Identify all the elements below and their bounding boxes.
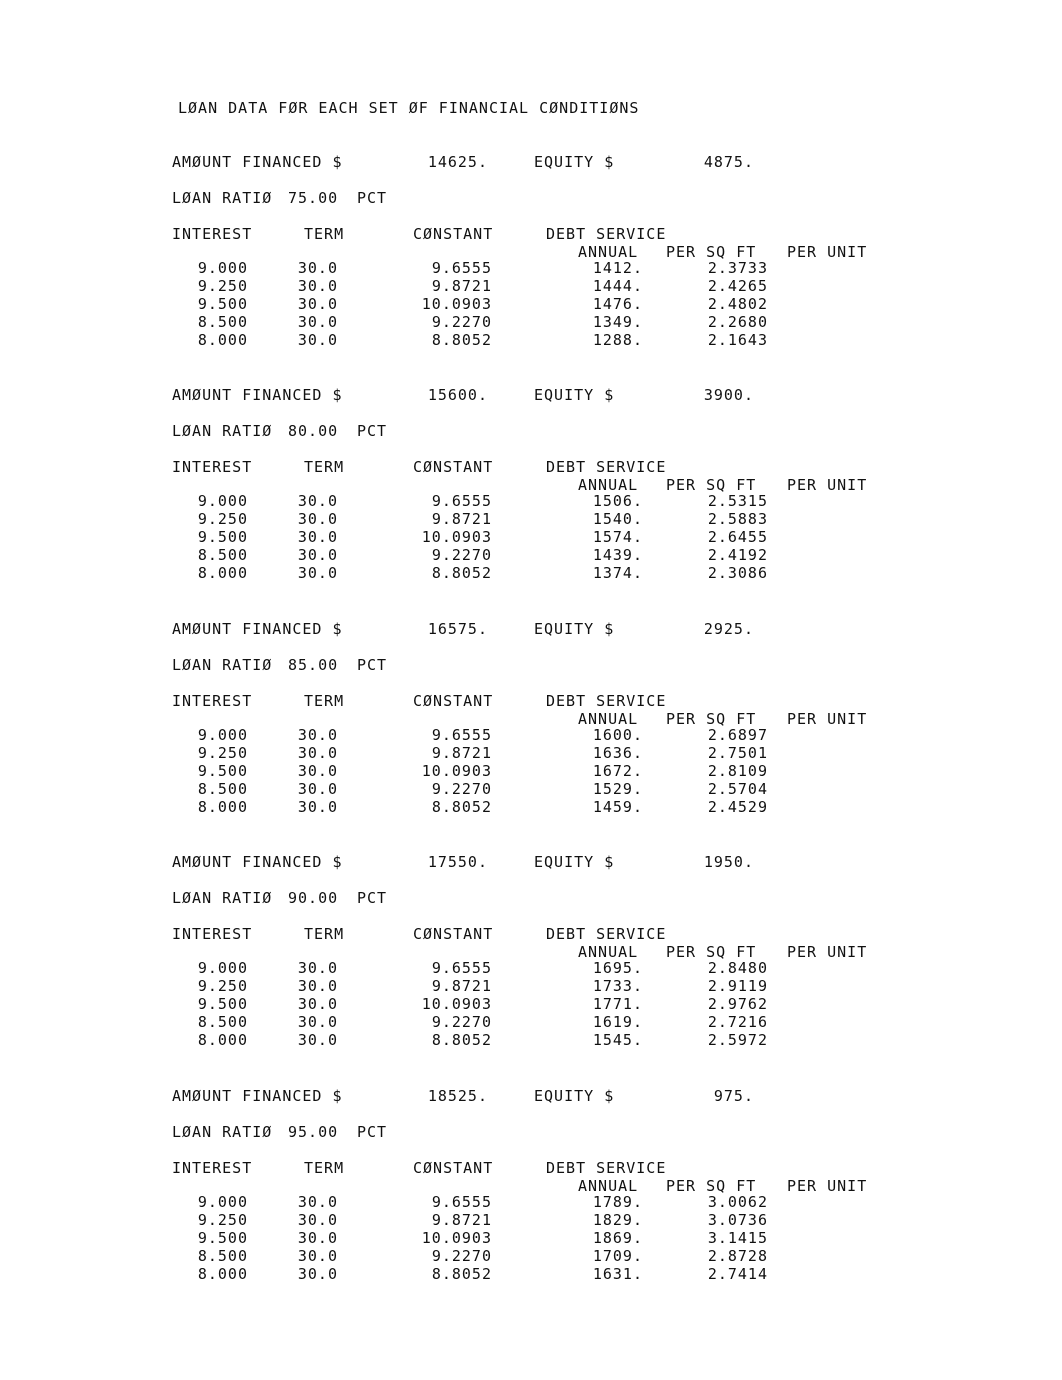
term-value: 30.0 <box>297 726 338 744</box>
interest-header: INTEREST <box>172 458 253 476</box>
loan-ratio-value: 95.00 <box>288 1123 339 1141</box>
per-sq-ft-value: 2.8480 <box>707 959 768 977</box>
loan-ratio-label: LØAN RATIØ <box>172 1123 273 1141</box>
interest-header: INTEREST <box>172 1159 253 1177</box>
equity-value: 3900. <box>703 386 754 404</box>
term-value: 30.0 <box>297 546 338 564</box>
interest-value: 9.250 <box>197 1211 248 1229</box>
constant-value: 9.8721 <box>431 1211 492 1229</box>
per-sq-ft-value: 2.8109 <box>707 762 768 780</box>
interest-value: 9.250 <box>197 977 248 995</box>
interest-value: 9.000 <box>197 259 248 277</box>
per-sq-ft-header: PER SQ FT <box>666 1177 757 1195</box>
constant-value: 9.2270 <box>431 1247 492 1265</box>
annual-value: 1529. <box>592 780 643 798</box>
equity-label: EQUITY $ <box>534 620 615 638</box>
interest-header: INTEREST <box>172 925 253 943</box>
annual-value: 1574. <box>592 528 643 546</box>
annual-value: 1672. <box>592 762 643 780</box>
debt-service-header: DEBT SERVICE <box>546 225 667 243</box>
amount-financed-label: AMØUNT FINANCED $ <box>172 153 343 171</box>
term-value: 30.0 <box>297 762 338 780</box>
per-sq-ft-header: PER SQ FT <box>666 243 757 261</box>
amount-financed-value: 18525. <box>427 1087 488 1105</box>
per-sq-ft-value: 3.0062 <box>707 1193 768 1211</box>
constant-value: 10.0903 <box>421 995 492 1013</box>
interest-value: 8.000 <box>197 331 248 349</box>
loan-ratio-label: LØAN RATIØ <box>172 422 273 440</box>
term-value: 30.0 <box>297 295 338 313</box>
term-value: 30.0 <box>297 277 338 295</box>
constant-value: 8.8052 <box>431 564 492 582</box>
term-value: 30.0 <box>297 564 338 582</box>
amount-financed-label: AMØUNT FINANCED $ <box>172 386 343 404</box>
amount-financed-value: 15600. <box>427 386 488 404</box>
amount-financed-label: AMØUNT FINANCED $ <box>172 620 343 638</box>
per-sq-ft-header: PER SQ FT <box>666 943 757 961</box>
constant-value: 9.6555 <box>431 959 492 977</box>
constant-value: 9.2270 <box>431 780 492 798</box>
per-unit-header: PER UNIT <box>787 1177 868 1195</box>
per-sq-ft-value: 2.8728 <box>707 1247 768 1265</box>
term-value: 30.0 <box>297 259 338 277</box>
constant-header: CØNSTANT <box>413 1159 494 1177</box>
per-sq-ft-value: 2.3733 <box>707 259 768 277</box>
interest-value: 9.250 <box>197 277 248 295</box>
term-value: 30.0 <box>297 1193 338 1211</box>
per-sq-ft-value: 2.1643 <box>707 331 768 349</box>
per-sq-ft-value: 2.7414 <box>707 1265 768 1283</box>
constant-value: 9.2270 <box>431 313 492 331</box>
term-value: 30.0 <box>297 1247 338 1265</box>
annual-value: 1459. <box>592 798 643 816</box>
per-unit-header: PER UNIT <box>787 243 868 261</box>
per-sq-ft-value: 2.9762 <box>707 995 768 1013</box>
per-sq-ft-value: 2.3086 <box>707 564 768 582</box>
per-unit-header: PER UNIT <box>787 476 868 494</box>
constant-value: 9.6555 <box>431 726 492 744</box>
term-value: 30.0 <box>297 1013 338 1031</box>
amount-financed-label: AMØUNT FINANCED $ <box>172 853 343 871</box>
per-sq-ft-value: 2.6897 <box>707 726 768 744</box>
term-value: 30.0 <box>297 977 338 995</box>
annual-value: 1829. <box>592 1211 643 1229</box>
annual-value: 1733. <box>592 977 643 995</box>
annual-value: 1600. <box>592 726 643 744</box>
term-value: 30.0 <box>297 959 338 977</box>
interest-value: 9.000 <box>197 1193 248 1211</box>
loan-ratio-value: 80.00 <box>288 422 339 440</box>
equity-value: 4875. <box>703 153 754 171</box>
annual-value: 1412. <box>592 259 643 277</box>
interest-header: INTEREST <box>172 225 253 243</box>
interest-value: 9.500 <box>197 528 248 546</box>
amount-financed-value: 14625. <box>427 153 488 171</box>
per-sq-ft-value: 2.6455 <box>707 528 768 546</box>
annual-value: 1288. <box>592 331 643 349</box>
annual-value: 1631. <box>592 1265 643 1283</box>
term-value: 30.0 <box>297 1229 338 1247</box>
annual-value: 1349. <box>592 313 643 331</box>
interest-header: INTEREST <box>172 692 253 710</box>
per-sq-ft-value: 2.4802 <box>707 295 768 313</box>
interest-value: 8.000 <box>197 798 248 816</box>
constant-value: 9.8721 <box>431 277 492 295</box>
term-header: TERM <box>304 225 345 243</box>
annual-header: ANNUAL <box>578 943 639 961</box>
interest-value: 9.500 <box>197 762 248 780</box>
per-sq-ft-value: 3.0736 <box>707 1211 768 1229</box>
loan-ratio-pct: PCT <box>357 889 388 907</box>
term-value: 30.0 <box>297 528 338 546</box>
constant-header: CØNSTANT <box>413 225 494 243</box>
interest-value: 8.500 <box>197 780 248 798</box>
loan-ratio-pct: PCT <box>357 189 388 207</box>
annual-value: 1439. <box>592 546 643 564</box>
interest-value: 8.500 <box>197 546 248 564</box>
interest-value: 8.500 <box>197 1013 248 1031</box>
per-sq-ft-value: 3.1415 <box>707 1229 768 1247</box>
loan-ratio-value: 90.00 <box>288 889 339 907</box>
loan-ratio-pct: PCT <box>357 422 388 440</box>
constant-header: CØNSTANT <box>413 692 494 710</box>
equity-value: 975. <box>713 1087 754 1105</box>
constant-value: 9.2270 <box>431 546 492 564</box>
term-value: 30.0 <box>297 331 338 349</box>
interest-value: 9.000 <box>197 959 248 977</box>
annual-value: 1869. <box>592 1229 643 1247</box>
amount-financed-value: 17550. <box>427 853 488 871</box>
term-value: 30.0 <box>297 1031 338 1049</box>
annual-header: ANNUAL <box>578 1177 639 1195</box>
interest-value: 8.500 <box>197 1247 248 1265</box>
annual-value: 1506. <box>592 492 643 510</box>
annual-value: 1374. <box>592 564 643 582</box>
loan-ratio-label: LØAN RATIØ <box>172 889 273 907</box>
page-title: LØAN DATA FØR EACH SET ØF FINANCIAL CØNDITIØNS <box>178 99 640 117</box>
constant-value: 9.2270 <box>431 1013 492 1031</box>
constant-value: 9.8721 <box>431 510 492 528</box>
interest-value: 9.250 <box>197 744 248 762</box>
equity-value: 2925. <box>703 620 754 638</box>
term-value: 30.0 <box>297 744 338 762</box>
constant-header: CØNSTANT <box>413 925 494 943</box>
equity-label: EQUITY $ <box>534 386 615 404</box>
loan-ratio-value: 75.00 <box>288 189 339 207</box>
constant-value: 9.8721 <box>431 744 492 762</box>
amount-financed-value: 16575. <box>427 620 488 638</box>
constant-value: 9.8721 <box>431 977 492 995</box>
constant-value: 8.8052 <box>431 331 492 349</box>
annual-value: 1695. <box>592 959 643 977</box>
loan-ratio-pct: PCT <box>357 656 388 674</box>
loan-ratio-value: 85.00 <box>288 656 339 674</box>
constant-value: 8.8052 <box>431 1265 492 1283</box>
annual-value: 1709. <box>592 1247 643 1265</box>
constant-value: 10.0903 <box>421 295 492 313</box>
annual-value: 1444. <box>592 277 643 295</box>
interest-value: 8.000 <box>197 1265 248 1283</box>
annual-header: ANNUAL <box>578 710 639 728</box>
per-sq-ft-value: 2.5972 <box>707 1031 768 1049</box>
term-header: TERM <box>304 925 345 943</box>
constant-value: 8.8052 <box>431 798 492 816</box>
term-value: 30.0 <box>297 492 338 510</box>
term-value: 30.0 <box>297 510 338 528</box>
annual-value: 1619. <box>592 1013 643 1031</box>
per-unit-header: PER UNIT <box>787 710 868 728</box>
term-value: 30.0 <box>297 1265 338 1283</box>
annual-value: 1545. <box>592 1031 643 1049</box>
interest-value: 8.500 <box>197 313 248 331</box>
constant-value: 8.8052 <box>431 1031 492 1049</box>
annual-header: ANNUAL <box>578 243 639 261</box>
debt-service-header: DEBT SERVICE <box>546 1159 667 1177</box>
equity-label: EQUITY $ <box>534 853 615 871</box>
constant-value: 10.0903 <box>421 1229 492 1247</box>
annual-value: 1789. <box>592 1193 643 1211</box>
equity-value: 1950. <box>703 853 754 871</box>
term-header: TERM <box>304 458 345 476</box>
constant-value: 10.0903 <box>421 762 492 780</box>
per-sq-ft-header: PER SQ FT <box>666 476 757 494</box>
constant-value: 9.6555 <box>431 259 492 277</box>
annual-value: 1540. <box>592 510 643 528</box>
interest-value: 9.250 <box>197 510 248 528</box>
interest-value: 9.000 <box>197 726 248 744</box>
term-value: 30.0 <box>297 313 338 331</box>
annual-value: 1476. <box>592 295 643 313</box>
equity-label: EQUITY $ <box>534 153 615 171</box>
constant-value: 10.0903 <box>421 528 492 546</box>
per-sq-ft-value: 2.7216 <box>707 1013 768 1031</box>
annual-header: ANNUAL <box>578 476 639 494</box>
interest-value: 9.000 <box>197 492 248 510</box>
per-sq-ft-value: 2.9119 <box>707 977 768 995</box>
interest-value: 8.000 <box>197 1031 248 1049</box>
loan-ratio-pct: PCT <box>357 1123 388 1141</box>
interest-value: 9.500 <box>197 995 248 1013</box>
debt-service-header: DEBT SERVICE <box>546 458 667 476</box>
term-value: 30.0 <box>297 995 338 1013</box>
per-sq-ft-value: 2.2680 <box>707 313 768 331</box>
loan-ratio-label: LØAN RATIØ <box>172 189 273 207</box>
per-sq-ft-value: 2.4529 <box>707 798 768 816</box>
per-sq-ft-header: PER SQ FT <box>666 710 757 728</box>
annual-value: 1636. <box>592 744 643 762</box>
loan-ratio-label: LØAN RATIØ <box>172 656 273 674</box>
debt-service-header: DEBT SERVICE <box>546 692 667 710</box>
interest-value: 9.500 <box>197 295 248 313</box>
term-header: TERM <box>304 1159 345 1177</box>
per-sq-ft-value: 2.4192 <box>707 546 768 564</box>
per-sq-ft-value: 2.5704 <box>707 780 768 798</box>
constant-value: 9.6555 <box>431 1193 492 1211</box>
equity-label: EQUITY $ <box>534 1087 615 1105</box>
annual-value: 1771. <box>592 995 643 1013</box>
term-value: 30.0 <box>297 1211 338 1229</box>
interest-value: 9.500 <box>197 1229 248 1247</box>
amount-financed-label: AMØUNT FINANCED $ <box>172 1087 343 1105</box>
per-sq-ft-value: 2.5315 <box>707 492 768 510</box>
constant-value: 9.6555 <box>431 492 492 510</box>
term-value: 30.0 <box>297 780 338 798</box>
constant-header: CØNSTANT <box>413 458 494 476</box>
interest-value: 8.000 <box>197 564 248 582</box>
term-header: TERM <box>304 692 345 710</box>
debt-service-header: DEBT SERVICE <box>546 925 667 943</box>
per-sq-ft-value: 2.4265 <box>707 277 768 295</box>
term-value: 30.0 <box>297 798 338 816</box>
per-sq-ft-value: 2.5883 <box>707 510 768 528</box>
per-sq-ft-value: 2.7501 <box>707 744 768 762</box>
per-unit-header: PER UNIT <box>787 943 868 961</box>
